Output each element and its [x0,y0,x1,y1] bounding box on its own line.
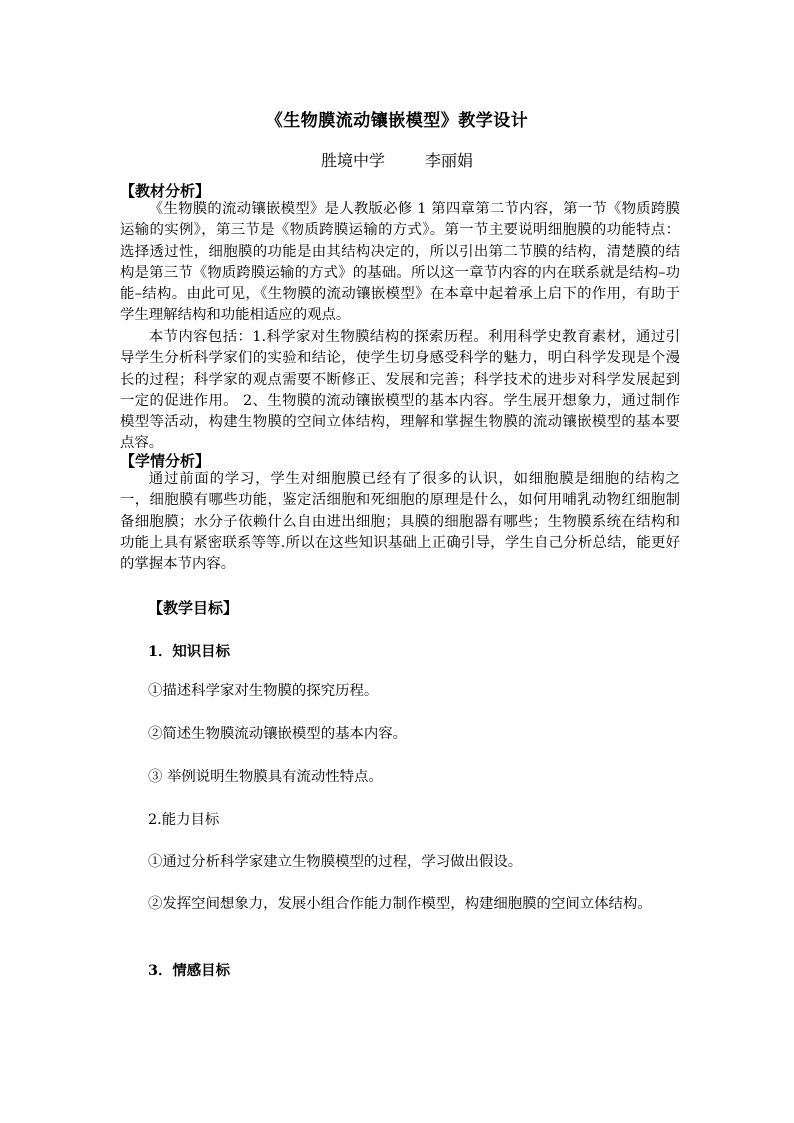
author-line [0,148,794,171]
objectives-heading: 【教学目标】 [148,599,239,617]
knowledge-objective-item: ①描述科学家对生物膜的探究历程。 [148,683,379,699]
document-title: 《生物膜流动镶嵌模型》教学设计 [265,111,529,131]
textbook-analysis-paragraph-1: 《生物膜的流动镶嵌模型》是人教版必修 1 第四章第二节内容，第一节《物质跨膜运输的实例》，第三节是《物质跨膜运输的方式》。第一节主要说明细胞膜的功能特点：选择透过性，细胞膜的功能是由其结构决定的，所以引出第二节膜的结构，清楚膜的结构是第三节《物质跨膜运输的方式》的基础。所以这一章节内容的内在联系就是结构–功能–结构。由此可见，《生物膜的流动镶嵌模型》在本章中起着承上启下的作用，有助于学生理解结构和功能相适应的观点。 [120,201,680,324]
ability-objective-item: ①通过分析科学家建立生物膜模型的过程，学习做出假设。 [148,854,523,870]
school-name: 胜境中学 [320,151,385,170]
teacher-name: 李丽娟 [425,151,474,170]
knowledge-objective-item: ②简述生物膜流动镶嵌模型的基本内容。 [148,726,408,742]
emotion-objective-heading: 3．情感目标 [148,962,230,979]
textbook-analysis-heading: 【教材分析】 [120,182,211,200]
knowledge-objective-item: ③ 举例说明生物膜具有流动性特点。 [148,769,383,785]
student-analysis-paragraph: 通过前面的学习，学生对细胞膜已经有了很多的认识，如细胞膜是细胞的结构之一，细胞膜有哪些功能，鉴定活细胞和死细胞的原理是什么，如何用哺乳动物红细胞制备细胞膜；水分子依赖什么自由进出细胞；具膜的细胞器有哪些；生物膜系统在结构和功能上具有紧密联系等等.所以在这些知识基础上正确引导，学生自己分析总结，能更好的掌握本节内容。 [120,471,680,573]
knowledge-objective-heading: 1．知识目标 [148,643,230,660]
student-analysis-heading: 【学情分析】 [120,452,211,470]
ability-objective-item: ②发挥空间想象力，发展小组合作能力制作模型，构建细胞膜的空间立体结构。 [148,896,652,912]
textbook-analysis-paragraph-2: 本节内容包括：1.科学家对生物膜结构的探索历程。利用科学史教育素材，通过引导学生分析科学家们的实验和结论，使学生切身感受科学的魅力，明白科学发现是个漫长的过程；科学家的观点需要不断修正、发展和完善；科学技术的进步对科学发展起到一定的促进作用。 2、生物膜的流动镶嵌模型的基本内容。学生展开想象力，通过制作模型等活动，构建生物膜的空间立体结构，理解和掌握生物膜的流动镶嵌模型的基本要点容。 [120,329,680,452]
ability-objective-heading: 2.能力目标 [148,812,220,828]
